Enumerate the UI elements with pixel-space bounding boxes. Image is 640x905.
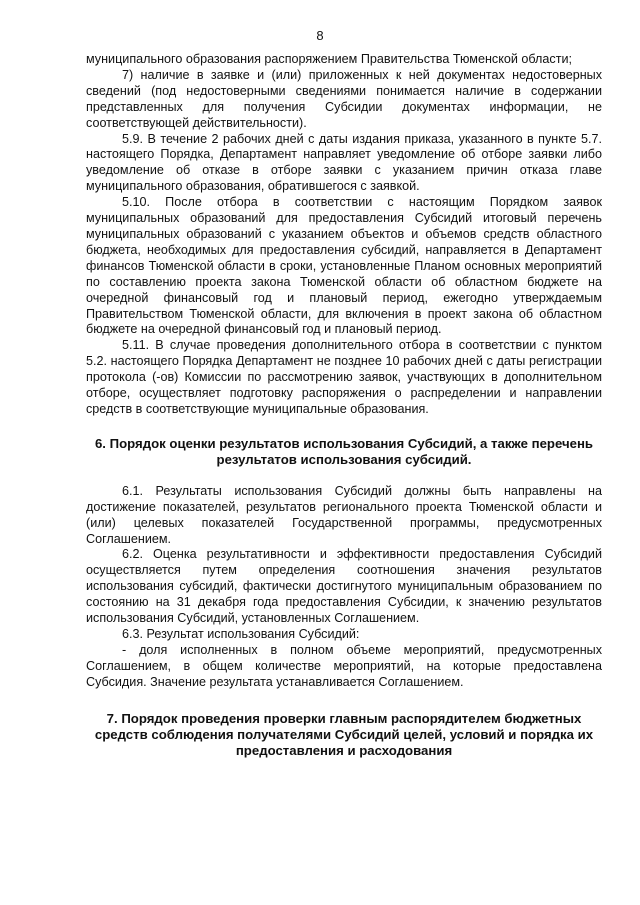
document-body — [86, 52, 602, 775]
paragraph: 6.3. Результат использования Субсидий: — [122, 627, 360, 641]
paragraph: 5.10. После отбора в соответствии с настоящим Порядком заявок муниципальных образований для предоставления Субсидий итоговый перечень муниципальных образований с указанием объектов и объемов средств областного бюджета, необходимых для предоставления субсидий, направляется в Департамент финансов Тюменской области в сроки, установленные Планом основных мероприятий по составлению проекта закона Тюменской области об областном бюджете на очередной финансовый год и плановый период, ежегодно утверждаемым Правительством Тюменской области, для включения в проект закона об областном бюджете на очередной финансовый год и плановый период. — [86, 195, 602, 337]
section-6-heading: 6. Порядок оценки результатов использования Субсидий, а также перечень результатов использования субсидий. — [94, 435, 594, 467]
paragraph: 5.11. В случае проведения дополнительного отбора в соответствии с пунктом 5.2. настоящего Порядка Департамент не позднее 10 рабочих дней с даты регистрации протокола (-ов) Комиссии по рассмотрению заявок, участвующих в дополнительном отборе, осуществляет подготовку распоряжения о распределении и направлении средств в соответствующие муниципальные образования. — [86, 338, 602, 416]
paragraph: - доля исполненных в полном объеме мероприятий, предусмотренных Соглашением, в общем количестве мероприятий, на которые предоставлена Субсидия. Значение результата устанавливается Соглашением. — [86, 642, 602, 689]
page-number: 8 — [316, 28, 324, 43]
paragraph: 6.1. Результаты использования Субсидий должны быть направлены на достижение показателей, результатов регионального проекта Тюменской области и (или) целевых показателей Государственной программы, предусмотренных Соглашением. — [86, 483, 602, 546]
paragraph: 7) наличие в заявке и (или) приложенных к ней документах недостоверных сведений (под недостоверными сведениями понимается наличие в содержании представленных для получения Субсидии документах информации, не соответствующей действительности). — [86, 67, 602, 130]
section-7-heading: 7. Порядок проведения проверки главным распорядителем бюджетных средств соблюдения получателями Субсидий целей, условий и порядка их предоставления и расходования — [94, 710, 594, 758]
paragraph: 6.2. Оценка результативности и эффективности предоставления Субсидий осуществляется путем определения соотношения значения результатов использования субсидий, фактически достигнутого муниципальным образованием по состоянию на 31 декабря года предоставления Субсидии, к значению результатов использования Субсидий, установленных Соглашением. — [86, 547, 602, 626]
paragraph: 5.9. В течение 2 рабочих дней с даты издания приказа, указанного в пункте 5.7. настоящего Порядка, Департамент направляет уведомление об отборе заявки либо уведомление об отказе в отборе заявки с указанием причин отказа главе муниципального образования, обратившегося с заявкой. — [86, 131, 602, 194]
paragraph: муниципального образования распоряжением Правительства Тюменской области; — [86, 52, 572, 66]
